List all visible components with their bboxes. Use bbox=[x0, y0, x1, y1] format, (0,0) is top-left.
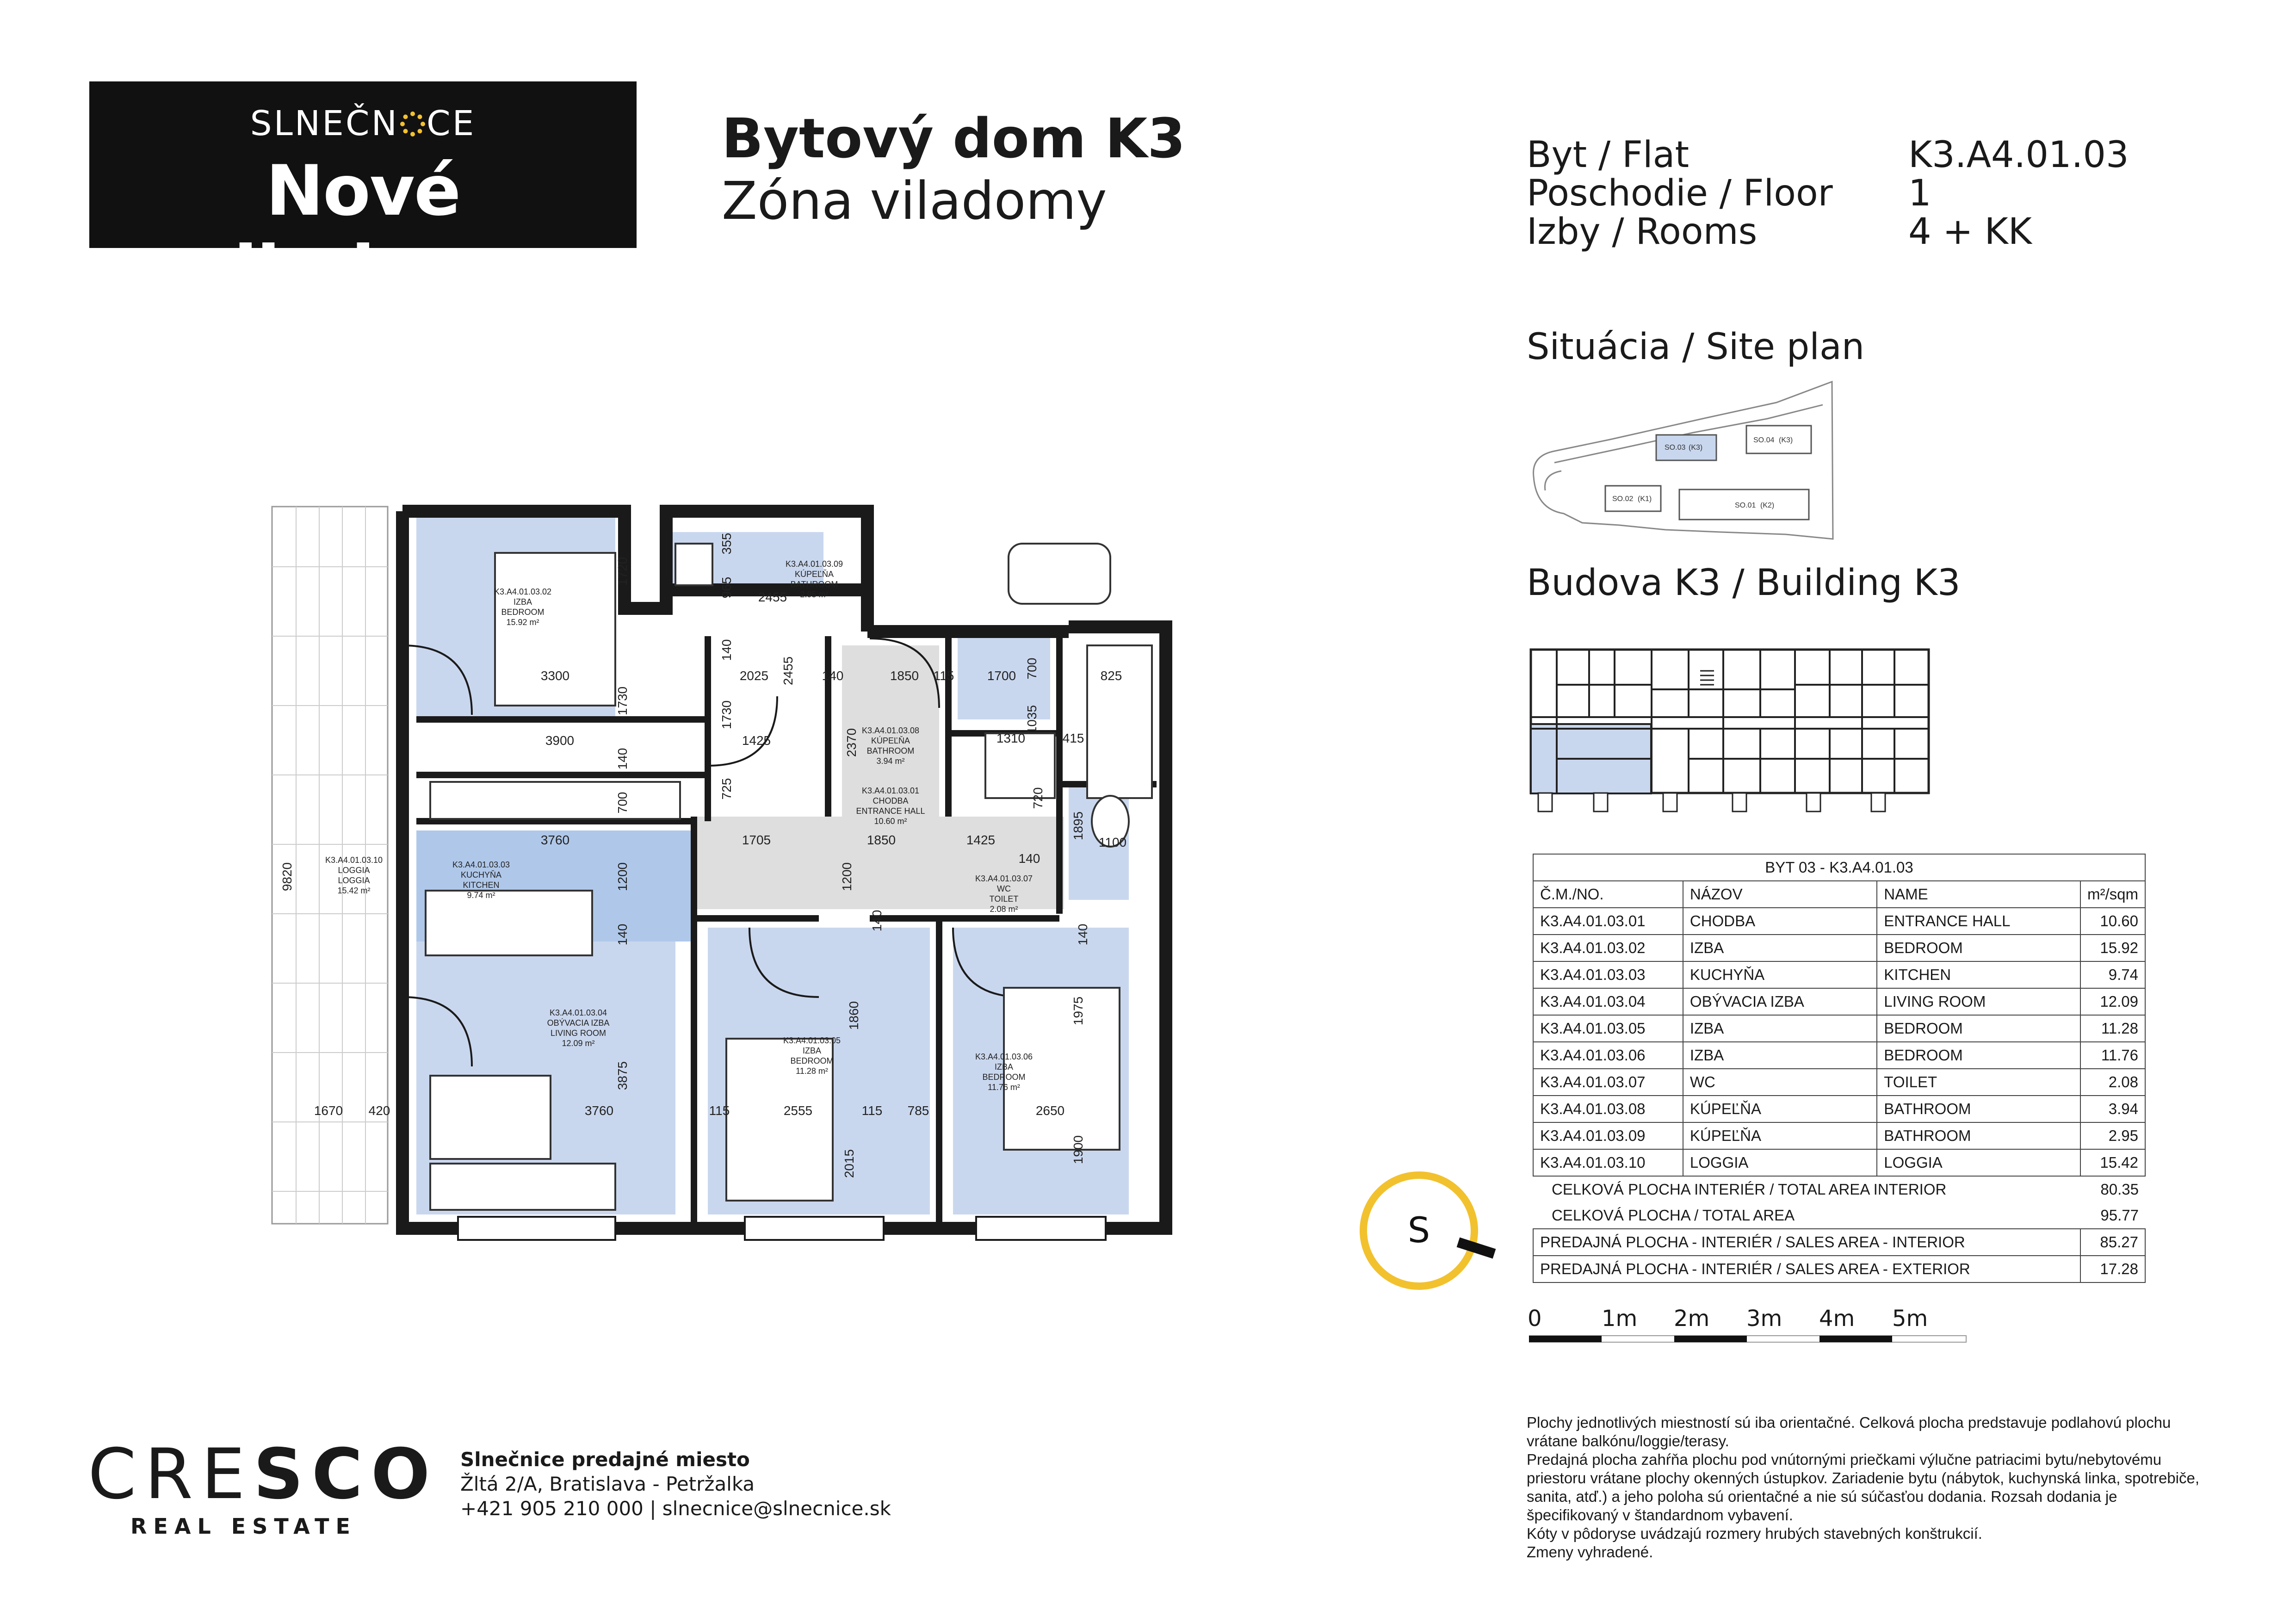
total-area-row bbox=[1533, 1202, 2145, 1229]
note-line: Plochy jednotlivých miestností sú iba orientačné. Celková plocha predstavuje podlahovú plochu vrátane balkónu/loggie/terasy. bbox=[1527, 1414, 2171, 1450]
scale-label-5m: 5m bbox=[1892, 1306, 1928, 1332]
floor-label: Poschodie / Floor bbox=[1527, 173, 1833, 214]
dimension-label: 1425 bbox=[742, 733, 771, 748]
building-k3-diagram bbox=[1529, 648, 1936, 819]
dimension-label: 3900 bbox=[545, 733, 575, 748]
room-label-name: KÚPEĽŇA bbox=[871, 736, 910, 745]
table-cell: 15.42 bbox=[2080, 1149, 2145, 1176]
cresco-subtitle: REAL ESTATE bbox=[130, 1514, 357, 1539]
table-header-nazov: NÁZOV bbox=[1683, 881, 1877, 908]
dimension-label: 825 bbox=[1100, 669, 1122, 683]
dimension-label: 3760 bbox=[540, 833, 570, 847]
dimension-label: 2025 bbox=[739, 669, 769, 683]
dimension-label: 2370 bbox=[844, 728, 859, 757]
table-cell: IZBA bbox=[1683, 935, 1877, 961]
table-cell: K3.A4.01.03.07 bbox=[1533, 1069, 1683, 1096]
kitchen-counter bbox=[430, 782, 680, 819]
brand-subtitle: Nové viladomy bbox=[189, 151, 537, 312]
table-cell: 3.94 bbox=[2080, 1096, 2145, 1122]
dimension-label: 2555 bbox=[783, 1103, 813, 1118]
dimension-label: 1720 bbox=[615, 557, 630, 586]
dimension-label: 1860 bbox=[847, 1001, 861, 1030]
table-cell: TOILET bbox=[1877, 1069, 2080, 1096]
dimension-label: 965 bbox=[719, 576, 734, 599]
dimension-label: 140 bbox=[615, 748, 630, 770]
scale-label-3m: 3m bbox=[1746, 1306, 1782, 1332]
table-cell: LOGGIA bbox=[1683, 1149, 1877, 1176]
note-line: Kóty v pôdoryse uvádzajú rozmery hrubých stavebných konštrukcií. bbox=[1527, 1525, 1982, 1542]
table-cell: ENTRANCE HALL bbox=[1877, 908, 2080, 935]
bed-single-06 bbox=[1004, 988, 1120, 1150]
dimension-label: 1850 bbox=[890, 669, 919, 683]
disclaimer-notes bbox=[1527, 1413, 2211, 1561]
dimension-label: 700 bbox=[1025, 657, 1039, 680]
dimension-label: 3300 bbox=[540, 669, 570, 683]
room-label-code: K3.A4.01.03.05 bbox=[783, 1036, 841, 1045]
room-label-code: K3.A4.01.03.06 bbox=[975, 1052, 1033, 1061]
room-label-name-en: BATHROOM bbox=[790, 580, 838, 589]
dimension-label: 140 bbox=[615, 923, 630, 946]
room-label-name: IZBA bbox=[513, 597, 532, 607]
brand-logo-block bbox=[89, 81, 637, 312]
table-header-row bbox=[1533, 881, 2145, 908]
flat-label: Byt / Flat bbox=[1527, 134, 1690, 176]
total-label: CELKOVÁ PLOCHA INTERIÉR / TOTAL AREA INTERIOR bbox=[1552, 1181, 1947, 1198]
room-label-name: KÚPEĽŇA bbox=[794, 570, 834, 579]
table-cell: K3.A4.01.03.10 bbox=[1533, 1149, 1683, 1176]
room-label-area: 15.92 m² bbox=[506, 618, 539, 627]
dimension-label: 720 bbox=[1031, 787, 1045, 809]
table-cell: 11.76 bbox=[2080, 1042, 2145, 1069]
dimension-label: 140 bbox=[719, 639, 734, 661]
office-address: Žltá 2/A, Bratislava - Petržalka bbox=[460, 1473, 755, 1495]
dimension-label: 1705 bbox=[742, 833, 771, 847]
table-cell: K3.A4.01.03.05 bbox=[1533, 1015, 1683, 1042]
room-label-name: IZBA bbox=[994, 1062, 1014, 1072]
room-label-name: IZBA bbox=[802, 1046, 822, 1055]
table-cell: K3.A4.01.03.04 bbox=[1533, 988, 1683, 1015]
room-label-area: 10.60 m² bbox=[874, 817, 907, 826]
table-cell: 11.28 bbox=[2080, 1015, 2145, 1042]
dimension-label: 115 bbox=[933, 669, 954, 683]
dimension-label: 115 bbox=[861, 1103, 883, 1118]
cresco-logo bbox=[88, 1434, 438, 1515]
dimension-label: 2015 bbox=[842, 1149, 856, 1178]
table-caption: BYT 03 - K3.A4.01.03 bbox=[1533, 854, 2145, 881]
total-value: 80.35 bbox=[2100, 1181, 2139, 1198]
room-label-code: K3.A4.01.03.08 bbox=[861, 726, 920, 735]
brand-name-part1: SLNEČN bbox=[250, 104, 399, 143]
dimension-label: 700 bbox=[615, 792, 630, 814]
building-heading: Budova K3 / Building K3 bbox=[1527, 562, 1961, 604]
room-label-area: 2.95 m² bbox=[800, 590, 829, 599]
room-label-area: 12.09 m² bbox=[562, 1039, 595, 1048]
dimension-label: 3875 bbox=[615, 1061, 630, 1090]
table-cell: 15.92 bbox=[2080, 935, 2145, 961]
room-label-code: K3.A4.01.03.07 bbox=[975, 874, 1033, 883]
office-name: Slnečnice predajné miesto bbox=[460, 1448, 750, 1471]
table-cell: BEDROOM bbox=[1877, 935, 2080, 961]
room-label-code: K3.A4.01.03.10 bbox=[325, 855, 383, 865]
table-row bbox=[1533, 908, 2145, 935]
project-subtitle: Zóna viladomy bbox=[722, 171, 1107, 231]
table-row bbox=[1533, 1096, 2145, 1122]
note-line: Zmeny vyhradené. bbox=[1527, 1543, 1653, 1561]
site-plan-heading: Situácia / Site plan bbox=[1527, 326, 1865, 368]
table-cell: LIVING ROOM bbox=[1877, 988, 2080, 1015]
room-label-name-en: LIVING ROOM bbox=[550, 1028, 606, 1038]
room-label-name: CHODBA bbox=[873, 796, 909, 805]
brand-name-part2: CE bbox=[426, 104, 476, 143]
room-label-code: K3.A4.01.03.02 bbox=[494, 587, 552, 596]
room-label-name: WC bbox=[997, 884, 1011, 893]
cresco-logo-light: CRE bbox=[88, 1434, 254, 1515]
table-cell: KUCHYŇA bbox=[1683, 961, 1877, 988]
rooms-value: 4 + KK bbox=[1908, 211, 2032, 253]
table-cell: 10.60 bbox=[2080, 908, 2145, 935]
floor-plan bbox=[264, 497, 1198, 1247]
room-label-name: OBÝVACIA IZBA bbox=[547, 1018, 610, 1028]
table-cell: BEDROOM bbox=[1877, 1042, 2080, 1069]
room-label-area: 9.74 m² bbox=[467, 891, 495, 900]
dimension-label: 2455 bbox=[758, 590, 787, 604]
sales-value: 85.27 bbox=[2080, 1229, 2145, 1256]
site-label-so01-k: (K2) bbox=[1760, 502, 1775, 509]
room-label-name-en: BEDROOM bbox=[982, 1072, 1026, 1082]
window-living bbox=[458, 1217, 615, 1240]
dimension-label: 2650 bbox=[1035, 1103, 1065, 1118]
scale-label-2m: 2m bbox=[1674, 1306, 1710, 1332]
sales-interior-row bbox=[1533, 1229, 2145, 1256]
table-cell: 12.09 bbox=[2080, 988, 2145, 1015]
dimension-label: 140 bbox=[870, 910, 884, 932]
dimension-label: 1200 bbox=[840, 862, 854, 892]
room-label-name-en: BEDROOM bbox=[501, 607, 545, 617]
room-label-name-en: LOGGIA bbox=[338, 876, 370, 885]
table-cell: K3.A4.01.03.03 bbox=[1533, 961, 1683, 988]
table-cell: KÚPEĽŇA bbox=[1683, 1096, 1877, 1122]
site-label-so04: SO.04 bbox=[1753, 436, 1775, 444]
table-cell: OBÝVACIA IZBA bbox=[1683, 988, 1877, 1015]
site-label-so02: SO.02 bbox=[1612, 495, 1634, 503]
table-cell: K3.A4.01.03.08 bbox=[1533, 1096, 1683, 1122]
room-label-name-en: BEDROOM bbox=[790, 1056, 834, 1065]
total-interior-row bbox=[1533, 1176, 2145, 1202]
table-header-area: m²/sqm bbox=[2080, 881, 2145, 908]
dimension-label: 1900 bbox=[1071, 1135, 1085, 1165]
window-bedroom-06 bbox=[976, 1217, 1106, 1240]
table-row bbox=[1533, 961, 2145, 988]
table-cell: K3.A4.01.03.06 bbox=[1533, 1042, 1683, 1069]
compass-icon bbox=[1355, 1166, 1504, 1305]
room-area-table bbox=[1533, 854, 2146, 1283]
cresco-logo-bold: SCO bbox=[253, 1434, 439, 1515]
table-header-name: NAME bbox=[1877, 881, 2080, 908]
scale-bar bbox=[1529, 1335, 1968, 1344]
table-row bbox=[1533, 1149, 2145, 1176]
sales-exterior-row bbox=[1533, 1256, 2145, 1282]
dimension-label: 140 bbox=[1018, 851, 1040, 866]
washbasin-09 bbox=[675, 544, 712, 585]
dimension-label: 115 bbox=[709, 1103, 730, 1118]
rooms-label: Izby / Rooms bbox=[1527, 211, 1758, 253]
bathtub bbox=[1009, 544, 1110, 604]
sales-value: 17.28 bbox=[2080, 1256, 2145, 1282]
table-cell: 2.95 bbox=[2080, 1122, 2145, 1149]
table-row bbox=[1533, 935, 2145, 961]
project-title: Bytový dom K3 bbox=[722, 106, 1186, 170]
site-label-so01: SO.01 bbox=[1735, 502, 1756, 509]
table-cell: IZBA bbox=[1683, 1015, 1877, 1042]
table-row bbox=[1533, 988, 2145, 1015]
table-row bbox=[1533, 1015, 2145, 1042]
dimension-label: 420 bbox=[368, 1103, 390, 1118]
sales-label: PREDAJNÁ PLOCHA - INTERIÉR / SALES AREA - INTERIOR bbox=[1533, 1229, 2080, 1256]
room-label-name-en: TOILET bbox=[989, 894, 1019, 904]
sales-label: PREDAJNÁ PLOCHA - INTERIÉR / SALES AREA - EXTERIOR bbox=[1533, 1256, 2080, 1282]
room-label-area: 2.08 m² bbox=[990, 904, 1018, 914]
table-cell: WC bbox=[1683, 1069, 1877, 1096]
room-label-area: 11.28 m² bbox=[796, 1066, 828, 1076]
dimension-label: 140 bbox=[822, 669, 844, 683]
site-label-so02-k: (K1) bbox=[1638, 495, 1652, 503]
sun-logo-icon bbox=[399, 106, 427, 134]
table-cell: 9.74 bbox=[2080, 961, 2145, 988]
room-label-code: K3.A4.01.03.03 bbox=[452, 860, 510, 869]
room-label-code: K3.A4.01.03.04 bbox=[549, 1008, 607, 1017]
table-cell: IZBA bbox=[1683, 1042, 1877, 1069]
dimension-label: 1200 bbox=[615, 862, 630, 892]
flat-value: K3.A4.01.03 bbox=[1908, 134, 2129, 176]
dimension-label: 415 bbox=[1062, 731, 1084, 745]
table-cell: CHODBA bbox=[1683, 908, 1877, 935]
window-bedroom-05 bbox=[745, 1217, 884, 1240]
table-row bbox=[1533, 1042, 2145, 1069]
room-label-area: 15.42 m² bbox=[337, 886, 371, 895]
total-value: 95.77 bbox=[2100, 1207, 2139, 1224]
room-label-name-en: KITCHEN bbox=[463, 880, 500, 890]
compass-letter: S bbox=[1407, 1209, 1430, 1251]
room-label-name: LOGGIA bbox=[338, 866, 370, 875]
scale-label-1m: 1m bbox=[1602, 1306, 1638, 1332]
scale-label-4m: 4m bbox=[1819, 1306, 1855, 1332]
dimension-label: 1730 bbox=[719, 700, 734, 730]
table-cell: KÚPEĽŇA bbox=[1683, 1122, 1877, 1149]
dimension-label: 9820 bbox=[280, 862, 294, 892]
dimension-label: 1730 bbox=[615, 686, 630, 716]
table-row bbox=[1533, 1122, 2145, 1149]
sofa bbox=[430, 1076, 551, 1159]
table-cell: 2.08 bbox=[2080, 1069, 2145, 1096]
dimension-label: 355 bbox=[719, 533, 734, 555]
site-label-so04-k: (K3) bbox=[1779, 436, 1793, 444]
room-label-name-en: BATHROOM bbox=[866, 746, 915, 756]
table-cell: KITCHEN bbox=[1877, 961, 2080, 988]
room-label-area: 3.94 m² bbox=[876, 756, 905, 766]
site-label-so03: SO.03 bbox=[1665, 444, 1686, 452]
dimension-label: 1310 bbox=[996, 731, 1026, 745]
table-cell: K3.A4.01.03.09 bbox=[1533, 1122, 1683, 1149]
scale-label-0: 0 bbox=[1528, 1306, 1542, 1332]
dimension-label: 1850 bbox=[866, 833, 896, 847]
room-label-code: K3.A4.01.03.01 bbox=[861, 786, 920, 795]
dimension-label: 1895 bbox=[1071, 811, 1085, 841]
site-label-so03-k: (K3) bbox=[1689, 444, 1703, 452]
table-cell: BATHROOM bbox=[1877, 1122, 2080, 1149]
dimension-label: 1975 bbox=[1071, 996, 1085, 1026]
total-label: CELKOVÁ PLOCHA / TOTAL AREA bbox=[1552, 1207, 1795, 1224]
site-plan-map bbox=[1527, 375, 1841, 541]
dimension-label: 1425 bbox=[966, 833, 996, 847]
office-contact: +421 905 210 000 | slnecnice@slnecnice.sk bbox=[460, 1497, 891, 1520]
table-cell: BATHROOM bbox=[1877, 1096, 2080, 1122]
room-label-name: KUCHYŇA bbox=[460, 870, 502, 880]
brand-name bbox=[89, 104, 637, 143]
dimension-label: 725 bbox=[719, 778, 734, 800]
room-label-area: 11.76 m² bbox=[988, 1083, 1020, 1092]
dimension-label: 1035 bbox=[1025, 705, 1039, 734]
note-line: Predajná plocha zahŕňa plochu pod vnútornými priečkami výlučne patriacimi bytu/nebytovému priestoru vrátane plochy okenných ústupkov. Zariadenie bytu (nábytok, kuchynská linka, spotrebiče, sanita, atď.) a jeho poloha sú orientačné a nie sú súčasťou dodania. Rozsah dodania je špecifikovaný v štandardnom vybavení. bbox=[1527, 1451, 2200, 1524]
dimension-label: 3760 bbox=[584, 1103, 614, 1118]
table-cell: K3.A4.01.03.02 bbox=[1533, 935, 1683, 961]
dining-table bbox=[426, 891, 592, 955]
dimension-label: 1670 bbox=[314, 1103, 343, 1118]
sofa-back bbox=[430, 1164, 615, 1210]
dimension-label: 1100 bbox=[1098, 835, 1127, 849]
dimension-label: 2455 bbox=[781, 656, 795, 686]
table-cell: BEDROOM bbox=[1877, 1015, 2080, 1042]
room-label-code: K3.A4.01.03.09 bbox=[785, 559, 843, 569]
table-header-no: Č.M./NO. bbox=[1533, 881, 1683, 908]
table-cell: K3.A4.01.03.01 bbox=[1533, 908, 1683, 935]
dimension-label: 140 bbox=[1076, 923, 1090, 946]
dimension-label: 1700 bbox=[987, 669, 1016, 683]
room-label-name-en: ENTRANCE HALL bbox=[856, 806, 925, 816]
floor-value: 1 bbox=[1908, 173, 1931, 214]
dimension-label: 785 bbox=[907, 1103, 929, 1118]
table-cell: LOGGIA bbox=[1877, 1149, 2080, 1176]
table-row bbox=[1533, 1069, 2145, 1096]
